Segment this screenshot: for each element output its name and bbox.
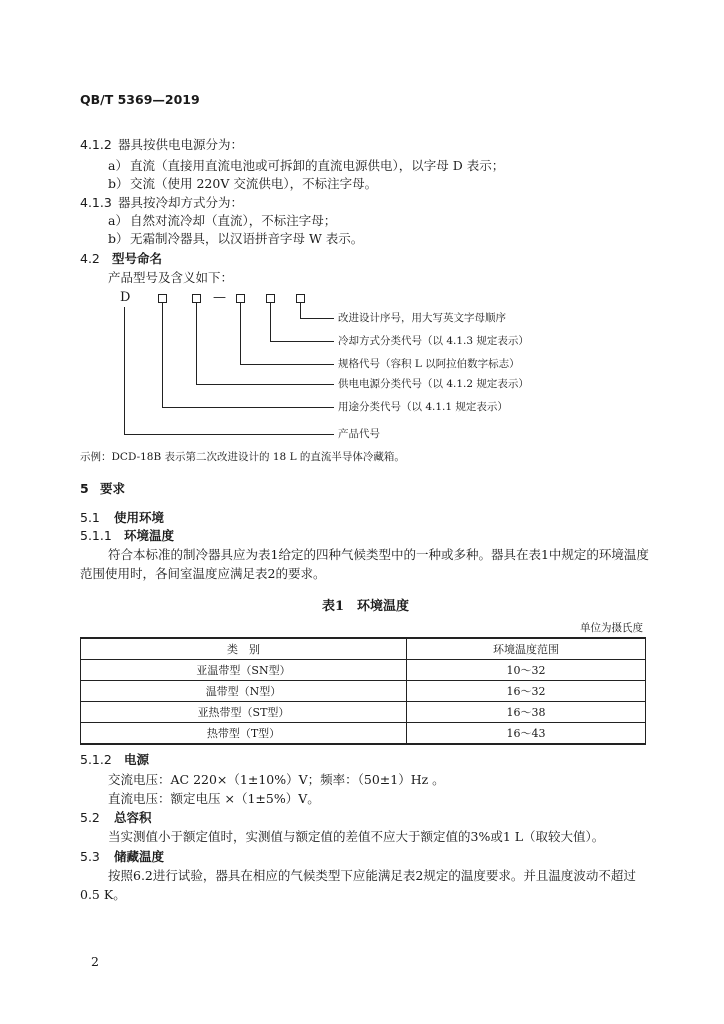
clause-5-1-1-title: 环境温度 [124,528,175,543]
table-row [81,681,646,702]
table-header-cell: 类 别 [81,638,407,660]
clause-4-1-3-title: 器具按冷却方式分为： [118,195,244,210]
paragraph: 按照6.2进行试验，器具在相应的气候类型下应能满足表2规定的温度要求。并且温度波动不超过 [108,868,636,883]
clause-5-2-title: 总容积 [114,810,152,825]
paragraph: 0.5 K。 [80,887,126,902]
table-row [81,660,646,681]
clause-5-2-number: 5.2 [80,810,100,825]
paragraph: 范围使用时，各间室温度应满足表2的要求。 [80,566,326,581]
clause-5-1-title: 使用环境 [114,510,165,525]
ac-voltage: 交流电压：AC 220×（1±10%）V；频率：（50±1）Hz 。 [108,772,445,787]
model-box-cooling [266,294,275,303]
table-row [81,723,646,745]
table-row [81,702,646,723]
table-cell: 16～32 [407,681,646,702]
list-item: 自然对流冷却（直流），不标注字母； [130,213,337,228]
list-marker: a） [108,158,128,173]
model-box-revision [296,294,305,303]
table-cell: 16～43 [407,723,646,745]
paragraph: 当实测值小于额定值时，实测值与额定值的差值不应大于额定值的3%或1 L（取较大值）。 [108,829,605,844]
clause-4-1-3-number: 4.1.3 [80,195,112,210]
clause-5-1-1-number: 5.1.1 [80,528,112,543]
environment-temperature-table [80,637,646,745]
model-letter-d: D [120,290,131,305]
chapter-5-number: 5 [80,481,89,496]
legend-revision: 改进设计序号，用大写英文字母顺序 [338,312,506,324]
paragraph: 符合本标准的制冷器具应为表1给定的四种气候类型中的一种或多种。器具在表1中规定的环境温度 [108,547,649,562]
list-item: 交流（使用 220V 交流供电），不标注字母。 [130,176,378,191]
clause-4-2-title: 型号命名 [112,251,163,266]
table-1-unit: 单位为摄氏度 [580,622,643,634]
table-cell: 16～38 [407,702,646,723]
chapter-5-title: 要求 [100,481,126,496]
table-1-caption: 表1 环境温度 [322,599,410,614]
legend-cooling: 冷却方式分类代号（以 4.1.3 规定表示） [338,335,529,347]
model-dash: — [213,290,226,305]
table-cell: 热带型（T型） [81,723,407,745]
legend-usage: 用途分类代号（以 4.1.1 规定表示） [338,401,508,413]
legend-power: 供电电源分类代号（以 4.1.2 规定表示） [338,378,529,390]
clause-5-1-2-title: 电源 [124,752,150,767]
table-header-row [81,638,646,660]
clause-5-1-number: 5.1 [80,510,100,525]
table-cell: 温带型（N型） [81,681,407,702]
model-box-spec [236,294,245,303]
standard-number: QB/T 5369—2019 [80,92,200,107]
list-marker: b） [108,176,129,191]
model-box-power [192,294,201,303]
list-item: 无霜制冷器具，以汉语拼音字母 W 表示。 [130,231,364,246]
list-marker: b） [108,231,129,246]
table-cell: 10～32 [407,660,646,681]
dc-voltage: 直流电压：额定电压 ×（1±5%）V。 [108,791,320,806]
table-cell: 亚热带型（ST型） [81,702,407,723]
model-example: 示例：DCD-18B 表示第二次改进设计的 18 L 的直流半导体冷藏箱。 [80,451,405,463]
model-box-usage [158,294,167,303]
clause-4-2-number: 4.2 [80,251,100,266]
page-number: 2 [91,954,99,969]
clause-5-1-2-number: 5.1.2 [80,752,112,767]
clause-5-3-number: 5.3 [80,849,100,864]
clause-4-1-2-title: 器具按供电电源分为： [118,137,244,152]
list-marker: a） [108,213,128,228]
legend-product: 产品代号 [338,428,380,440]
legend-spec: 规格代号（容积 L 以阿拉伯数字标志） [338,358,520,370]
table-cell: 亚温带型（SN型） [81,660,407,681]
clause-4-1-2-number: 4.1.2 [80,137,112,152]
clause-5-3-title: 储藏温度 [114,849,165,864]
table-header-cell: 环境温度范围 [407,638,646,660]
list-item: 直流（直接用直流电池或可拆卸的直流电源供电），以字母 D 表示； [130,158,505,173]
model-intro: 产品型号及含义如下： [108,270,234,285]
